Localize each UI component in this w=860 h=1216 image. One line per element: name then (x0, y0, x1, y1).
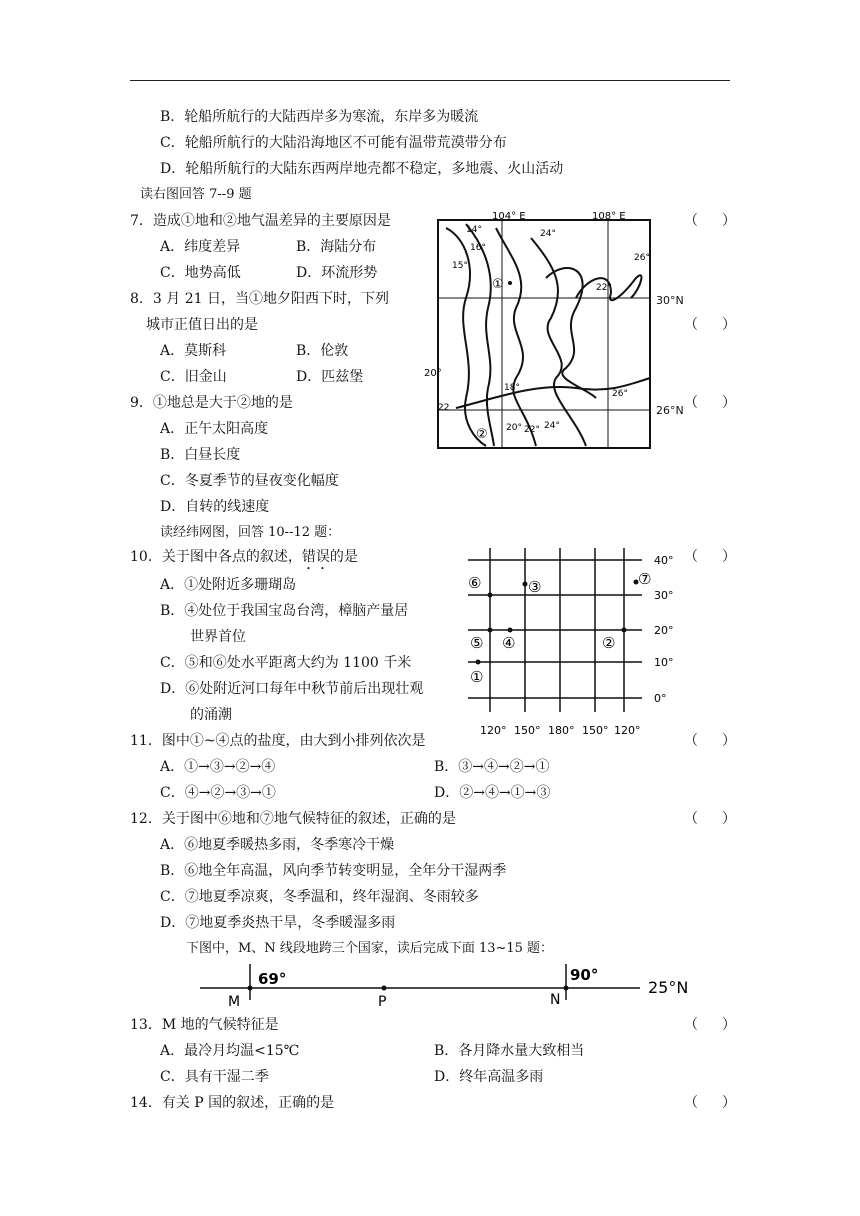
grid-point-4: ④ (502, 634, 516, 652)
q6-option-d: D．轮船所航行的大陆东西两岸地壳都不稳定，多地震、火山活动 (160, 161, 564, 177)
grid-lon-label-2: 150° (514, 724, 541, 737)
q13-option-b: B．各月降水量大致相当 (434, 1043, 585, 1059)
iso-label-22b: 22 (438, 403, 450, 413)
q14-stem: 14．有关 P 国的叙述，正确的是 (130, 1095, 335, 1111)
grid-lat-label-20: 20° (654, 624, 674, 637)
q10-option-b-line2: 世界首位 (190, 629, 246, 645)
q10-answer-paren[interactable]: （ ） (684, 549, 736, 565)
iso-label-24b: 24° (544, 421, 560, 431)
q11-option-a: A．①→③→②→④ (160, 759, 276, 775)
q9-option-b: B．白昼长度 (160, 447, 241, 463)
grid-lon-label-4: 150° (582, 724, 609, 737)
grid-point-2: ② (602, 634, 616, 652)
point-p-label: P (378, 994, 387, 1010)
grid-lat-label-10: 10° (654, 656, 674, 669)
q9-stem: 9．①地总是大于②地的是 (130, 395, 293, 411)
q13-option-a: A．最冷月均温<15℃ (160, 1043, 300, 1059)
q9-option-c: C．冬夏季节的昼夜变化幅度 (160, 473, 339, 489)
q10-option-d-line2: 的涌潮 (190, 707, 232, 723)
q7-answer-paren[interactable]: （ ） (684, 213, 736, 229)
q10-option-c: C．⑤和⑥处水平距离大约为 1100 千米 (160, 655, 412, 671)
iso-label-26a: 26° (634, 253, 650, 263)
grid-lon-label-3: 180° (548, 724, 575, 737)
q11-option-c: C．④→②→③→① (160, 785, 276, 801)
iso-label-20a: 20° (424, 368, 442, 379)
iso-label-26b: 26° (612, 389, 628, 399)
map-point-1: ① (492, 277, 504, 292)
point-n-label: N (550, 992, 561, 1008)
q12-stem: 12．关于图中⑥地和⑦地气候特征的叙述，正确的是 (130, 811, 456, 827)
grid-point-6: ⑥ (468, 574, 482, 592)
grid-lat-label-0: 0° (654, 692, 667, 705)
q7-stem: 7．造成①地和②地气温差异的主要原因是 (130, 213, 391, 229)
grid-dot-3 (523, 582, 528, 587)
q8-stem-line2: 城市正值日出的是 (146, 317, 258, 333)
lon-label-90: 90° (570, 966, 599, 984)
intro-10-12: 读经纬网图，回答 10--12 题： (160, 525, 341, 540)
grid-dot-1 (476, 660, 481, 665)
q8-option-c: C．旧金山 (160, 369, 227, 385)
lat-lon-grid (462, 544, 684, 740)
q14-answer-paren[interactable]: （ ） (684, 1095, 736, 1111)
iso-label-16: 16° (470, 243, 486, 253)
isotherm-map (424, 208, 656, 452)
q13-option-c: C．具有干湿二季 (160, 1069, 269, 1085)
q10-stem: 10．关于图中各点的叙述，错误的是 (130, 549, 358, 565)
intro-13-15: 下图中，M、N 线段地跨三个国家，读后完成下面 13~15 题： (186, 941, 554, 956)
mn-line-figure (200, 960, 700, 1016)
intro-7-9: 读右图回答 7--9 题 (140, 187, 252, 202)
q8-option-a: A．莫斯科 (160, 343, 227, 359)
q12-option-b: B．⑥地全年高温，风向季节转变明显，全年分干湿两季 (160, 863, 507, 879)
iso-label-15: 15° (452, 261, 468, 271)
q9-option-d: D．自转的线速度 (160, 499, 270, 515)
q8-answer-paren[interactable]: （ ） (684, 317, 736, 333)
iso-label-22c: 22° (524, 425, 540, 435)
q8-stem-line1: 8．3 月 21 日，当①地夕阳西下时，下列 (130, 291, 389, 307)
point-p-dot (382, 986, 387, 991)
lon-label-69: 69° (258, 970, 287, 988)
lon-label-104: 104° E (492, 211, 526, 222)
q9-option-a: A．正午太阳高度 (160, 421, 269, 437)
map-point-1-dot (508, 281, 512, 285)
iso-label-14: 14° (466, 225, 482, 235)
grid-dot-2 (622, 628, 627, 633)
lat-label-26n: 26°N (656, 404, 684, 417)
grid-dot-4 (508, 628, 513, 633)
grid-lat-label-40: 40° (654, 554, 674, 567)
q12-answer-paren[interactable]: （ ） (684, 811, 736, 827)
point-m-label: M (228, 994, 241, 1010)
map-point-2: ② (476, 427, 488, 442)
q7-option-b: B．海陆分布 (296, 239, 377, 255)
grid-lat-label-30: 30° (654, 589, 674, 602)
q8-option-b: B．伦敦 (296, 343, 349, 359)
iso-label-22a: 22° (596, 283, 612, 293)
iso-label-20b: 20° (506, 423, 522, 433)
q13-option-d: D．终年高温多雨 (434, 1069, 544, 1085)
q10-option-a: A．①处附近多珊瑚岛 (160, 577, 297, 593)
iso-label-24a: 24° (540, 229, 556, 239)
grid-point-5: ⑤ (470, 634, 484, 652)
grid-point-7: ⑦ (638, 570, 652, 588)
q11-option-d: D．②→④→①→③ (434, 785, 551, 801)
lat-label-25n: 25°N (648, 978, 689, 997)
q6-option-c: C．轮船所航行的大陆沿海地区不可能有温带荒漠带分布 (160, 135, 507, 151)
iso-label-18: 18° (504, 383, 520, 393)
q8-option-d: D．匹兹堡 (296, 369, 364, 385)
q12-option-c: C．⑦地夏季凉爽，冬季温和，终年湿润、冬雨较多 (160, 889, 479, 905)
q12-option-d: D．⑦地夏季炎热干旱，冬季暖湿多雨 (160, 915, 396, 931)
q13-stem: 13．M 地的气候特征是 (130, 1017, 279, 1033)
top-rule (130, 80, 730, 81)
grid-lon-label-5: 120° (614, 724, 641, 737)
grid-dot-6 (488, 593, 493, 598)
q11-stem: 11．图中①~④点的盐度，由大到小排列依次是 (130, 733, 426, 749)
grid-point-3: ③ (528, 578, 542, 596)
grid-lon-label-1: 120° (480, 724, 507, 737)
q11-option-b: B．③→④→②→① (434, 759, 550, 775)
q6-option-b: B．轮船所航行的大陆西岸多为寒流，东岸多为暖流 (160, 109, 479, 125)
q7-option-a: A．纬度差异 (160, 239, 241, 255)
q7-option-c: C．地势高低 (160, 265, 241, 281)
lon-label-108: 108° E (592, 211, 626, 222)
q13-answer-paren[interactable]: （ ） (684, 1017, 736, 1033)
point-n-dot (564, 986, 569, 991)
q7-option-d: D．环流形势 (296, 265, 378, 281)
lat-label-30n: 30°N (656, 294, 684, 307)
q9-answer-paren[interactable]: （ ） (684, 395, 736, 411)
isotherm-16 (466, 224, 494, 446)
q10-option-b-line1: B．④处位于我国宝岛台湾，樟脑产量居 (160, 603, 409, 619)
point-m-dot (248, 986, 253, 991)
q12-option-a: A．⑥地夏季暖热多雨，冬季寒冷干燥 (160, 837, 395, 853)
q10-option-d-line1: D．⑥处附近河口每年中秋节前后出现壮观 (160, 681, 424, 697)
grid-dot-5 (488, 628, 493, 633)
isotherm-22 (546, 268, 596, 398)
q11-answer-paren[interactable]: （ ） (684, 733, 736, 749)
grid-point-1: ① (470, 668, 484, 686)
